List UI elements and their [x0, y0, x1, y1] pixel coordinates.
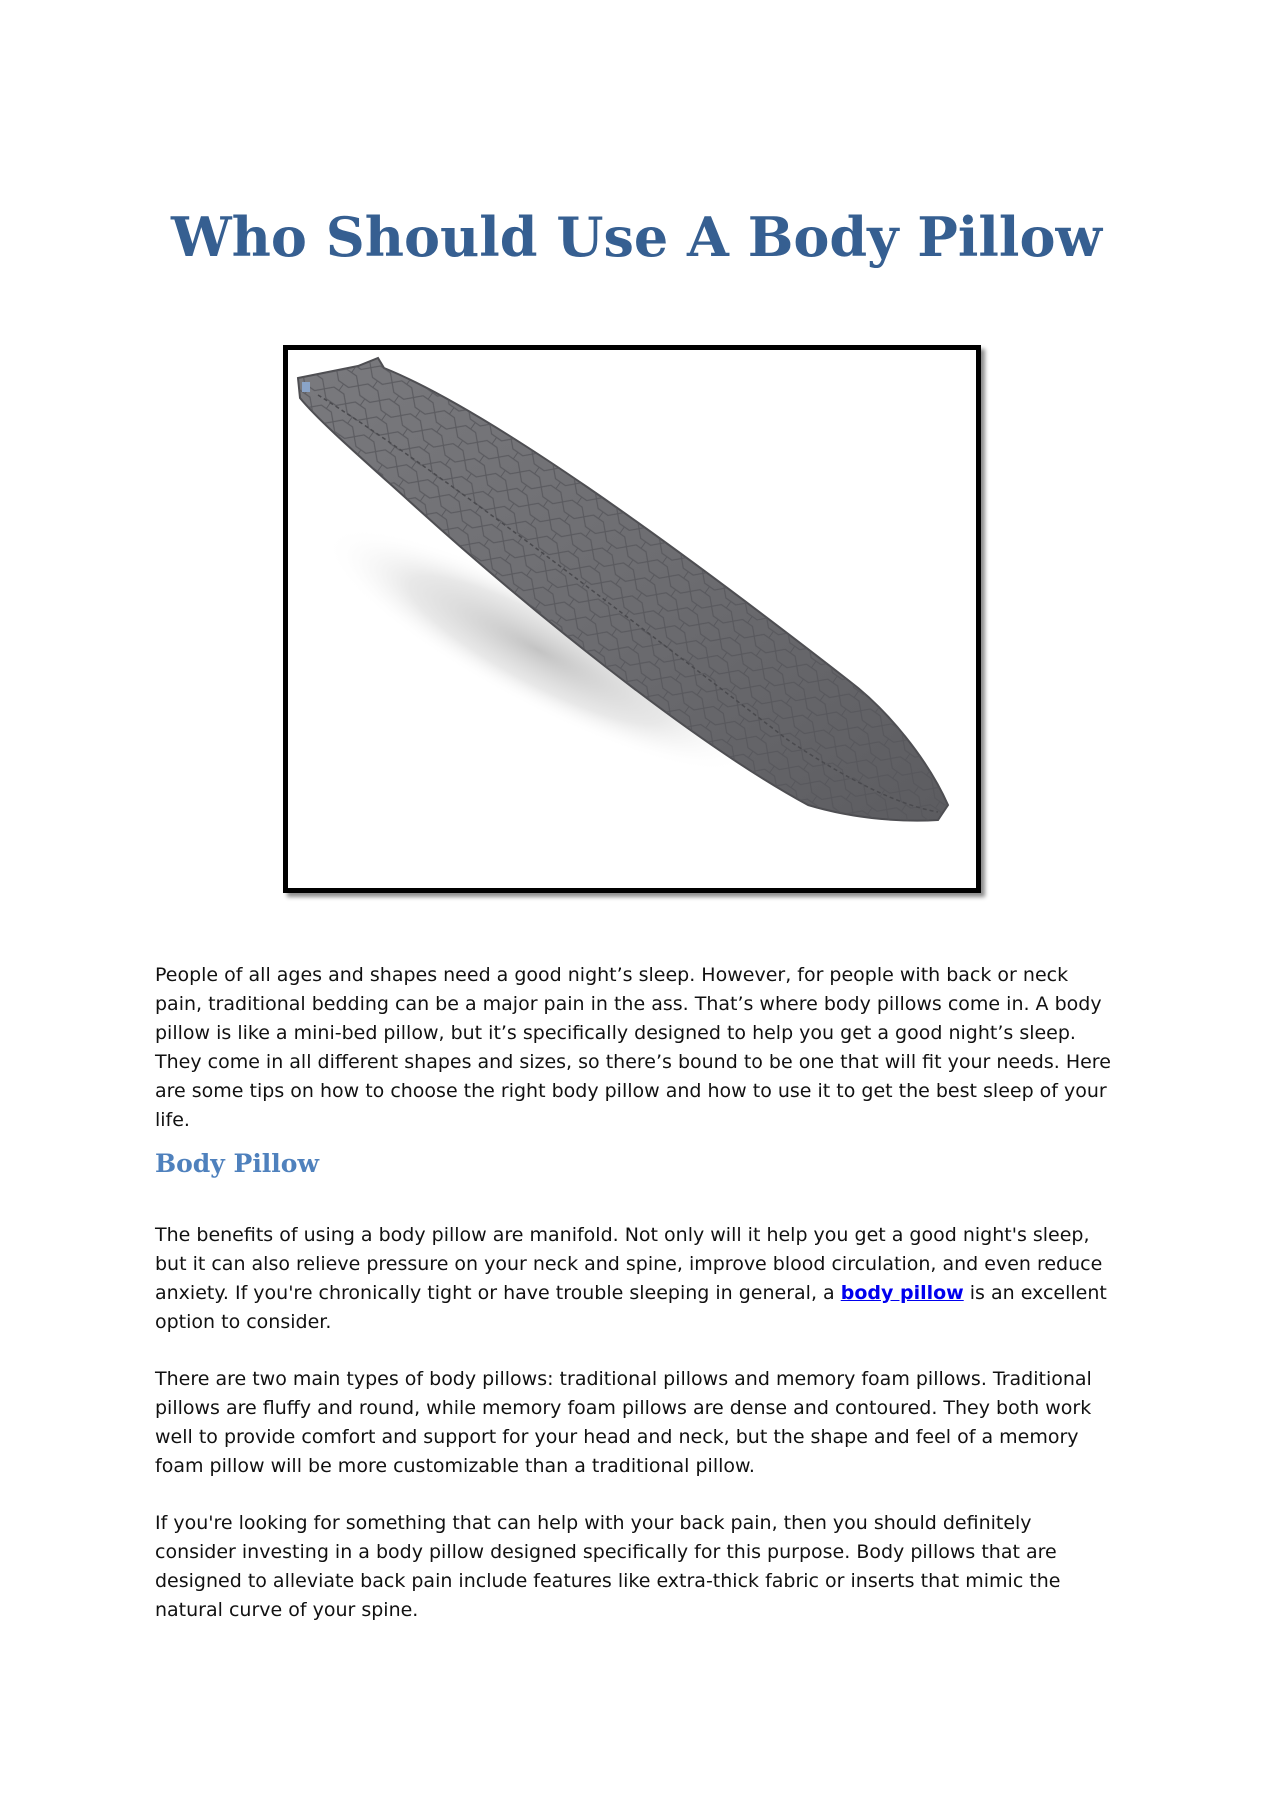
pillow-figure — [283, 345, 981, 893]
intro-paragraph: People of all ages and shapes need a good night’s sleep. However, for people with back or neck pain, traditional bedding can be a major pain in the ass. That’s where body pillows come in. A body pillow is like a mini-bed pillow, but it’s specifically designed to help you get a good night’s sleep. They come in all different shapes and sizes, so there’s bound to be one that will fit your needs. Here are some tips on how to choose the right body pillow and how to use it to get the best sleep of your life. — [155, 964, 1111, 1131]
back-pain-paragraph: If you're looking for something that can help with your back pain, then you should definitely consider investing in a body pillow designed specifically for this purpose. Body pillows that are designed to alleviate back pain include features like extra-thick fabric or inserts that mimic the natural curve of your spine. — [155, 1512, 1061, 1621]
page-title: Who Should Use A Body Pillow — [171, 205, 1102, 269]
body-pillow-image — [288, 350, 976, 888]
section-heading: Body Pillow — [155, 1149, 320, 1178]
benefits-text-after-link: is an excellent option to consider. — [155, 1282, 1107, 1333]
benefits-text-before-link: The benefits of using a body pillow are manifold. Not only will it help you get a good night's sleep, but it can also relieve pressure on your neck and spine, improve blood circulation, and even reduce anxiety. If you're chronically tight or have trouble sleeping in general, a — [155, 1224, 1103, 1304]
benefits-paragraph — [155, 1221, 1115, 1337]
body-pillow-link[interactable]: body pillow — [840, 1282, 964, 1304]
types-paragraph: There are two main types of body pillows: traditional pillows and memory foam pillows. Traditional pillows are fluffy and round, while memory foam pillows are dense and contoured. They both work well to provide comfort and support for your head and neck, but the shape and feel of a memory foam pillow will be more customizable than a traditional pillow. — [155, 1368, 1092, 1477]
